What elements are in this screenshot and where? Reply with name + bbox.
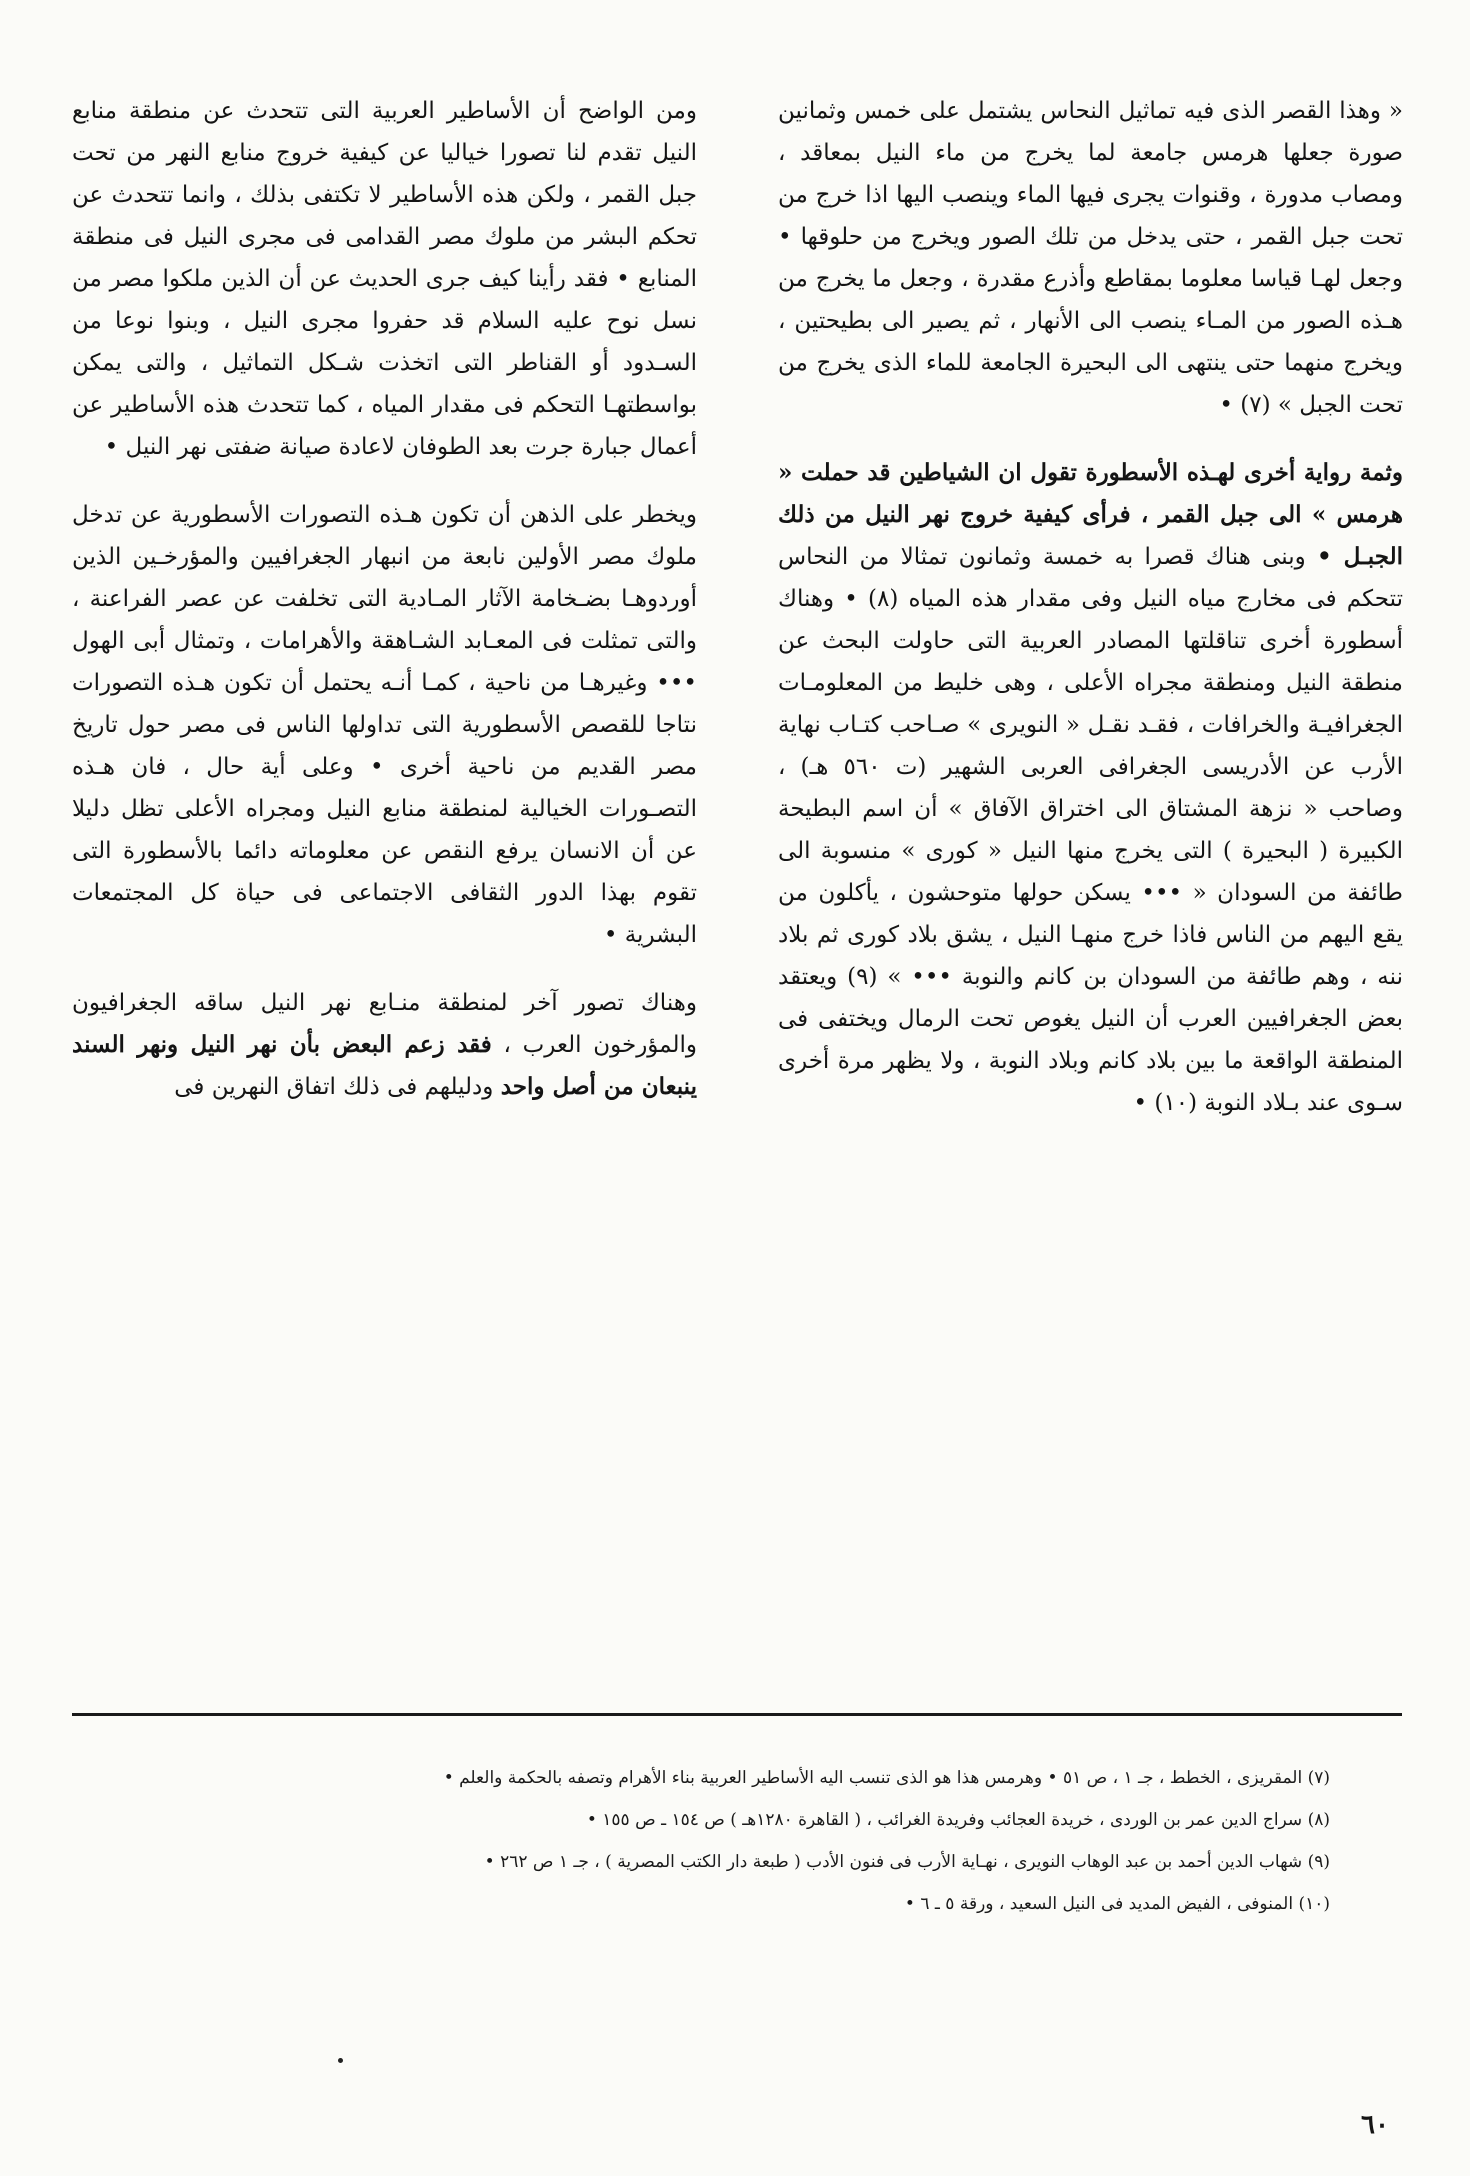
footnote-9: (٩) شهاب الدين أحمد بن عبد الوهاب النويرى ، نهـاية الأرب فى فنون الأدب ( طبعة دار الكتب المصرية ) ، جـ ١ ص ٢٦٢ •	[484, 1852, 1330, 1872]
paragraph-text: وهناك تصور آخر لمنطقة منـابع نهر النيل ساقه الجغرافيون والمؤرخون العرب ،	[72, 990, 697, 1058]
paragraph-bold-phrase: فقد زعم البعض بأن نهر النيل ونهر السند ينبعان من أصل واحد	[72, 1031, 697, 1100]
paragraph-text: ومن الواضح أن الأساطير العربية التى تتحدث عن منطقة منابع النيل تقدم لنا تصورا خياليا عن كيفية خروج منابع النهر من تحت جبل القمر ، ولكن هذه الأساطير لا تكتفى بذلك ، وانما تتحدث عن تحكم البشر من ملوك مصر القدامى فى مجرى النيل فى منطقة المنابع • فقد رأينا كيف جرى الحديث عن أن الذين ملكوا مصر من نسل نوح عليه السلام قد حفروا مجرى النيل ، وبنوا نوعا من السـدود أو القناطر التى اتخذت شـكل التماثيل ، والتى يمكن بواسطتهـا التحكم فى مقدار المياه ، كما تتحدث هذه الأساطير عن أعمال جبارة جرت بعد الطوفان لاعادة صيانة ضفتى نهر النيل •	[72, 98, 697, 460]
footnote-8: (٨) سراج الدين عمر بن الوردى ، خريدة العجائب وفريدة الغرائب ، ( القاهرة ١٢٨٠هـ ) ص ١٥٤ ـ ص ١٥٥ •	[586, 1810, 1330, 1830]
paragraph	[778, 90, 1403, 426]
paragraph	[72, 90, 697, 468]
left-column	[72, 90, 697, 1134]
paragraph-text: ويخطر على الذهن أن تكون هـذه التصورات الأسطورية عن تدخل ملوك مصر الأولين نابعة من انبهار الجغرافيين والمؤرخـين الذين أوردوهـا بضـخامة الآثار المـادية التى تخلفت عن عصر الفراعنة ، والتى تمثلت فى المعـابد الشـاهقة والأهرامات ، وتمثال أبى الهول ••• وغيرهـا من ناحية ، كمـا أنـه يحتمل أن تكون هـذه التصورات نتاجا للقصص الأسطورية التى تداولها الناس فى مصر حول تاريخ مصر القديم من ناحية أخرى • وعلى أية حال ، فان هـذه التصـورات الخيالية لمنطقة منابع النيل ومجراه الأعلى تظل دليلا عن أن الانسان يرفع النقص عن معلوماته دائما بالأسطورة التى تقوم بهذا الدور الثقافى الاجتماعى فى حياة كل المجتمعات البشرية •	[72, 502, 697, 948]
footnote-10: (١٠) المنوفى ، الفيض المديد فى النيل السعيد ، ورقة ٥ ـ ٦ •	[904, 1894, 1330, 1914]
footnote-7: (٧) المقريزى ، الخطط ، جـ ١ ، ص ٥١ • وهرمس هذا هو الذى تنسب اليه الأساطير العربية بناء الأهرام وتصفه بالحكمة والعلم •	[443, 1768, 1330, 1788]
footnotes	[80, 1760, 1330, 1928]
right-column	[778, 90, 1403, 1150]
paragraph-bold-lead: وثمة رواية أخرى لهـذه الأسطورة تقول ان الشياطين قد حملت « هرمس » الى جبل القمر ، فرأى كيفية خروج نهر النيل من ذلك الجبـل •	[778, 459, 1403, 570]
footnote-divider	[72, 1713, 1402, 1716]
paragraph-text: وبنى هناك قصرا به خمسة وثمانون تمثالا من النحاس تتحكم فى مخارج مياه النيل وفى مقدار هذه المياه (٨) • وهناك أسطورة أخرى تناقلتها المصادر العربية التى حاولت البحث عن منطقة النيل ومنطقة مجراه الأعلى ، وهى خليط من المعلومـات الجغرافيـة والخرافات ، فقـد نقـل « النويرى » صـاحب كتـاب نهاية الأرب عن الأدريسى الجغرافى العربى الشهير (ت ٥٦٠ هـ) ، وصاحب « نزهة المشتاق الى اختراق الآفاق » أن اسم البطيحة الكبيرة ( البحيرة ) التى يخرج منها النيل « كورى » منسوبة الى طائفة من السودان « ••• يسكن حولها متوحشون ، يأكلون من يقع اليهم من الناس فاذا خرج منهـا النيل ، يشق بلاد كورى ثم بلاد ننه ، وهم طائفة من السودان بن كانم والنوبة ••• » (٩) ويعتقد بعض الجغرافيين العرب أن النيل يغوص تحت الرمال ويختفى فى المنطقة الواقعة ما بين بلاد كانم وبلاد النوبة ، ولا يظهر مرة أخرى سـوى عند بـلاد النوبة (١٠) •	[778, 544, 1403, 1116]
page-number: ٦٠	[1361, 2110, 1389, 2140]
paragraph	[72, 494, 697, 956]
paragraph-text: « وهذا القصر الذى فيه تماثيل النحاس يشتمل على خمس وثمانين صورة جعلها هرمس جامعة لما يخرج من ماء النيل بمعاقد ، ومصاب مدورة ، وقنوات يجرى فيها الماء وينصب اليها اذا خرج من تحت جبل القمر ، حتى يدخل من تلك الصور ويخرج من حلوقها • وجعل لهـا قياسا معلوما بمقاطع وأذرع مقدرة ، وجعل ما يخرج من هـذه الصور من المـاء ينصب الى الأنهار ، ثم يصير الى بطيحتين ، ويخرج منهما حتى ينتهى الى البحيرة الجامعة للماء الذى يخرج من تحت الجبل » (٧) •	[778, 98, 1403, 418]
print-speck	[338, 2058, 343, 2063]
paragraph-text-after: ودليلهم فى ذلك اتفاق النهرين فى	[174, 1074, 501, 1100]
paragraph	[72, 982, 697, 1108]
paragraph	[778, 452, 1403, 1124]
